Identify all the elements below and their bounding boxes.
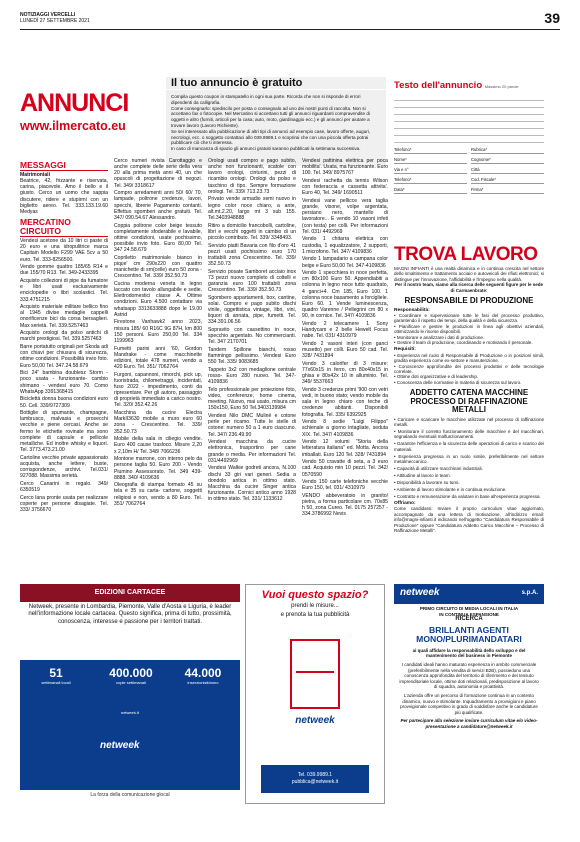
column-4 [302,158,388,578]
stat-copie: 400.000 copie settimanali [109,666,153,685]
netweek-big: BRILLANTI AGENTI MONO/PLURIMANDATARI [416,624,522,645]
list-item: • Garantire l'efficienza e la sicurezza delle operazioni di carico e scarico dei materiali. [394,441,544,452]
spazio-ad[interactable] [245,584,385,804]
gratuito-box [166,90,386,166]
spazio-sub1: prendi le misure... [291,603,339,609]
list-item: Vendesi acetone da 10 litri ci paste di 20 euro e una idropulitrice marca Capitain Modello F299 VAE 5cv a 50 euro. Tel. 333-8256500. [20,238,108,263]
subsection-matrimoniali: Matrimoniali [20,172,51,178]
netweek-cta: Per partecipare alla selezione inviare curriculum vitae e/o video-presentazione a candidature@netweek.it [400,718,538,729]
job2-list [394,417,544,499]
annunci-site-link[interactable]: www.ilmercato.eu [20,119,126,133]
list-item: Acquisto materiale militare bellico fino al 1945 divise medaglie cappelli onorificenze bici da corsa bersaglieri. Max serietà. Tel. 339.5257463 [20,304,108,329]
netweek-ricerca: RICERCA [455,616,483,623]
list-item: • Capacità di utilizzare macchinari industriali. [394,465,483,471]
list-item: • Conoscenza delle normative in materia di sicurezza sul lavoro. [394,379,522,385]
list-item: • Esperienza nel ruolo di Responsabile di Produzione o in posizioni simili, gradita esperienza come ex-settore e manutenzione. [394,352,544,364]
list-item: Vendo 1 specchiera in noce perfetta, cm 80x100 Euro 50. Appendiabiti a colonna in legno noce tutto quadrato, 4 ganci+4. Cm 185, Euro 100. 1 colonna noce basamento a forcigliele. Euro 60. 1 Vende luminescenza, quadro Varenne / Pellegrini cm 80 x 90, in cornice. Tel. 347/ 4109836 [302,270,388,320]
gratuito-p2: Come consegnarlo: spediscilo per posta o consegnalo ad uno dei nostri punti di raccolta. Non si accettano fax o fotocopie. Nel Mercatino si accettano tutti gli annunci riguardanti compravendite di oggetti e altro (furniti, articoli per la casa; auto, moto, giardinaggio ecc.) e gli annunci per aiutare a trovare lavoro (Lavoro Richieste). [171,105,370,128]
gratuito-title: Il tuo annuncio è gratuito [166,77,386,89]
gratuito-p4: In caso di mancanza di spazio gli annunci gratuiti saranno pubblicati la settimana successiva. [171,146,361,152]
job1-head-resp: Responsabilità: [394,307,430,313]
column-1 [20,158,108,578]
list-item: Vendo 50 cravatte di seta, a 3 euro cad. Acquisto min 10 pezzi. Tel. 342/ 0570590 [302,459,388,478]
list-item: • Attitudine al lavoro in team. [394,472,451,478]
list-item: VENDO abbeveratoio in granito/ pietra, a forma particolare cm. 70x85 h 50, zona Cureo. Tel. 0175 257257 - 334.3786992 Nevis [302,492,388,518]
list-item: Vendo 8 sedie "Luigi Filippo" schienale a giorno intagliate, seduta XIX. Tel. 347/ 4109836 [302,419,388,438]
list-item: Servizio piatti Bavaria con filo d'oro 41 pezzi usati pochissimo euro 170 trattabili zona Crescentino. Tel. 339/ 352.50.73 [208,242,296,267]
netweek-line2: IN CONTINUA ESPANSIONE [439,611,499,617]
spazio-sub2: e prenota la tua pubblicità [280,612,350,618]
list-item: • Disponibilità a lavorare su turni. [394,479,460,485]
stat-inserzionisti: 44.000 inserzionisti/anno [184,666,222,685]
list-item: Ritiro a domicilio francobolli, cartoline, libri e vecchi oggetti in cambio di un piccolo contributo. Tel. 339/ 3348493. [208,222,296,241]
gratuito-p1: Compila questo coupon in stampatello in ogni sua parte. Ricorda che non si risponde di errori dipendenti da calligrafia. [171,94,361,105]
field-telefono[interactable]: Telefono* [394,147,467,154]
list-item: Vendesi Walkie godreti ancora, N.100 dischi 33 giri vari generi. Sedia a dondolo antica in ottimo stato. Macchina da cucire Singer antica funzionante. Cornici antico anno 1928 in ottimo stato. Tel. 331/ 1133612 [208,465,296,503]
annunci-title: ANNUNCI [20,89,129,117]
list-item: Vendesi vane pellicce vera taglia grande, visone, volpe argentata, persiano nero, mantello di lavoratore... E vendo 10 vasoni infeti (con testa) per colli. Per informazioni Tel. 031/ 4492969 [302,197,388,235]
list-item: Servizio posate Samboret acciaio inox 73 pezzi nuovo completo di coltelli e garanzia euro 100 trattabili zona Crescentino. Tel. 339/ 352.50.73 [208,268,296,294]
list-item: Vendo 3 credenze primi '900 con vetri vedi, in buono stato; vendo mobile da sala in legno chiaro con teche di credenze abitanti. Disponibili fotografia. Tel. 335/ 6392925 [302,386,388,418]
section-mercatino: MERCATINO CIRCUITO [20,218,108,237]
coupon-form [394,80,544,192]
column-2 [114,158,202,578]
spazio-tel: Tel. 039.9989.1 [297,772,333,778]
column-3 [208,158,296,578]
list-item: Furgoni, capannoni, rimorchi, pick up, fuoristrada, chilometraggi, incidentati, fuso 2022 - impedimento, conti da ripresentare. Per gli autoro, passaggio di proprietà immediato a carico nostro. Tel. 320/ 352.42.26 [114,371,202,409]
job1-head-offer: Offriamo: [394,501,416,506]
list-item: Vendo 2 telecamere 1 Sony Handycam e 2 belle Hewelt Focus nabe. Tel. 031/ 4310979 [302,320,388,340]
list-item: • Pianificare e gestire le produzioni in linea agli obiettivi aziendali, ottimizzando le risorse disponibili. [394,323,544,335]
stat-settimanali: 51 settimanali locali [41,666,71,685]
list-item: Telo professionale per proiezione foto, video, conferenze, home cinema, meeting. Nuovo, mai usato, misura cm 150x150, Euro 50 Tel.3403139984 [208,386,296,412]
list-item: • Ambiente di lavoro stimolante e in continua evoluzione. [394,486,507,492]
page-header [20,8,560,30]
job1-title: RESPONSABILE DI PRODUZIONE [404,296,534,306]
list-item: Vendo 3 calorifer di 3 misure: 77x60x15 in ferro, cm 80x40x15 in ghisa e 80x42x 10 in alluminio. Tel. 349/ 5537663 [302,360,388,386]
list-item: Tappeto 3x2 con medaglione centrale rosso- Euro 280 nuovo. Tel. 347- 4109836 [208,367,296,386]
list-item: Sgombero appartamenti, box, cantine, solai. Compro e pago subito dischi vinile, oggettistica vintage, libri, vini, liquori di annata, pipe, fumetti. Tel. 334.391.06.56 [208,294,296,326]
list-item: Firestone Vanhawk2 anno 2023, misura 185/ 60 R16C 9G 87H, km 800 150 personi. Euro 250,00 Tel. 334 1199963 [114,319,202,344]
netweek-job-ad [394,584,544,804]
list-item: Cerco Canarini in regalo. 349/ 6350519 [20,480,108,494]
gratuito-p3: Se sei interessato alla pubblicazione di altri tipi di annunci ad esempio case, lavoro offerte, auguri, necrologi, ecc. o soggetto contattaci allo 039.9989.1 e scoprirai che con una piccola offerta potrai pubblicare ciò che ti interessa. [171,128,371,146]
edizioni-stats-panel [20,660,240,790]
list-item: Vendesi Nilo DMC Muliné e cotone perle per ricamo. Tutte le stelle di cotone: numero 50 a 1 euro ciascuno. Tel. 347/ 236.49.90 [208,413,296,438]
field-nome[interactable]: Nome* [394,157,467,164]
edizioni-text: Netweek, presente in Lombardia, Piemonte, Valle d'Aosta e Liguria, è leader nell'informazione locale cartacea. Questo significa, prima di tutto, prossimità, conoscenza, interesse e passione per i territori trattati. [28,604,232,625]
list-item: • Monitorare il corretto funzionamento delle macchine e del macchinari, segnalando eventuali malfunzionamenti. [394,429,544,440]
list-item: Orologi usati compro e pago subito, anche non funzionanti, scatole con lavoro orologi, cinturini, pezzi di ricambio orologi. Orologi da polso e taschino di tipo. Sempre formazione orologi. Tel. 339/ 713.23.73 [208,158,296,195]
netweek-spa: s.p.A. [521,590,538,596]
job1-head-req: Requisiti: [394,347,416,353]
list-item: • Conoscenze approfondite dei processi produttivi e delle tecnologie correlate. [394,363,544,374]
netweek-banner [394,584,544,604]
netweek-logo: netweek [100,740,140,751]
spazio-email[interactable]: pubblica@netweek.it [291,779,339,785]
job2-title: ADDETTO CATENA MACCHINE PROCESSO DI RAFFINAZIONE METALLI [409,388,529,415]
list-item: Vendo 1 lampadario a campana color beige e Euro 50,00 Tel. 347-4109836 [302,256,388,269]
list-item: Vendo 12 volumi "Storia della letteratura italiana" ed. Motta. Ancora imballati. Euro 120 Tel. 328/ 7431894 [302,439,388,458]
list-item: • Esperienza pregressa in un ruolo simile, preferibilmente nel settore metalmeccanico. [394,453,544,465]
list-item: • Contratto e remunerazione da valutare in base all'esperienza progressa. [394,493,541,499]
spazio-question: Vuoi questo spazio? [261,589,369,601]
job1-list-b [394,353,544,385]
list-item: Macchina da cucire Electra MarkII3630 mobile a muro euro 60 zona - Crescentino. Tel. 339/ 352.50.73 [114,410,202,435]
list-item: Cerco numeri rivista Carottaggio e anche complete delle serie della vera 20 alla prima metà anni 40, un che opuscoli di progettazione di negozi. Tel. 349/ 3318617 [114,158,202,189]
field-telefono2[interactable]: Telefono* [394,177,467,184]
netweek-sub: ai quali affidare la responsabilità dello sviluppo e del mantenimento del business in Piemonte [412,647,526,659]
ruler-icon [290,639,340,709]
job-intro2: Per il nostro team, siamo alla ricerca delle seguenti figure per le sede di Carmaenbrate: [394,282,544,293]
field-citta[interactable]: Città [471,167,544,174]
list-item: Vendo gomme quattro 185/65 R14 e due 155/70 R13. Tel. 349-2433395 [20,264,108,277]
coupon-text-lines[interactable] [394,94,544,144]
list-item: • Ottime doti organizzative e di leadership. [394,374,479,380]
list-item: • Gestire il team di produzione, coordinando e motivando il personale. [394,339,533,345]
list-item: Acquisto orologi da polso antichi di marchi prestigiosi. Tel. 339.5257463 [20,330,108,343]
netweek-body2: L'azienda offre un percorso di formazione continua in un contesto dinamico, nuovo e stimolante. Inquadramento a provvigioni e piano provvigionale competitivo in grado di soddisfare anche le candidature più qualificate. [400,692,538,715]
edizioni-footer: La forza della comunicazione glocal [90,792,170,798]
spazio-contact [261,765,369,793]
list-item: Beatrice, 42, frizzante e riservata, carina, piacevole. Amo il bello e il giusto. Cerco un uomo che sappia discutere, ridere e stupirmi con un biglietto aereo. Tel. 333.133.19.60 Medyas [20,178,108,215]
list-item: Mobile della sala in ciliegio vendite. Euro 400 cause trasloco. Misure 2,20 x 2,10m H/ Tel. 348/ 7066236 [114,436,202,455]
trova-lavoro-title: TROVA LAVORO [394,244,538,265]
job-ad [394,266,544,578]
list-item: Vendesi macchina da cucire elettronica, trasportino per cane grande o media. Per informazioni Tel. 031/4492969 [208,439,296,464]
list-item: Copriletto matrimoniale bianco in pique' cm 290x220 con quattro manichette di sm(celle) euro 50 zona - Crescentino. Tel. 339/ 352.50.73 [114,254,202,280]
field-rubrica[interactable]: Rubrica* [471,147,544,154]
mercatino-list [20,238,108,513]
publication-name: NOTIZIAGGI VERCELLI [20,12,76,18]
list-item: Bottiglie di spumante, champagne, lambrusco, malvasia e prosecchi vecchie e piene cercasi. Anche se fermo le etichette rovinate ma sono complete di capsule e pellicole metalliche. Ed inoltre whisky e liquori. Tel. 3773.473.21.00 [20,410,108,454]
list-item: Tandem Spillone bianchi, rosso fiammingo pellissimo. Vendesi Euro 550 Tel. 335/ 9083685 [208,347,296,366]
job-outro: Come candidarsi: Inviare il proprio curriculum vitae aggiornato, accompagnato da una lettera di motivazione, all'indirizzo email: info@magni-infianti.it indicando nell'oggetto "Candidatura Responsabile di Produzione" oppure "Candidatura Addetto Carico Macchine – Processo di Raffinazione Metalli". [394,506,544,534]
list-item: Bici 24" bambina doublesz Storm - poco usata - funzionante- cambio shimano - vendesi euro 70. Como WhatsApp 3391368415 [20,370,108,395]
list-item: • Monitorare e analizzare i dati di produzione. [394,334,485,340]
field-cognome[interactable]: Cognome* [471,157,544,164]
section-messaggi: MESSAGGI [20,161,108,171]
edizioni-title: EDIZIONI CARTACEE [20,584,240,602]
coupon-title: Testo dell'annuncio Massimo 20 parole [394,80,519,91]
netweek-logo: netweek [295,715,335,726]
list-item: Fumetti parini anni '60, Gordon Mandrake - come macchinette edizioni, totale 478 numeri, vendo a 420 Euro. Tel. 351/ 7062764 [114,345,202,370]
list-item: • Coordinare e supervisionare tutte le fasi del processo produttivo, garantendo il rispetto dei tempi, della qualità e della sicurezza. [394,312,544,324]
list-item: Vendo 2 vasoni interi (con ganci musetto) per colli. Euro 50 cad. Tel. 328/ 7431894 [302,340,388,360]
list-item: Vendo 1 chitarra elettrica con custodia, 1 equalizzatore, 2 supporti, 1 microfono. Tel. 347/ 4109836 [302,236,388,255]
netweek-logo: netweek [400,587,440,598]
netweek-line1: PRIMO CIRCUITO DI MEDIA LOCALI IN ITALIA [419,606,519,611]
field-firma[interactable]: Firma* [471,187,544,194]
list-item: Cartoline vecchie private appassionato acquista, anche lettere, buste, corrispondenze, archivi. Tel.031/ 927088. Massima serietà. [20,454,108,480]
list-item: Vendesi rachetta da tennis Wilson con federaccia e cassetta attivita'. Euro 40, Tel. 349/ 1690511 [302,177,388,197]
issue-date: LUNEDÌ 27 SETTEMBRE 2021 [20,18,90,24]
job-intro: MAGNI INFIANTI è una realtà dinamica e in continua crescita nel settore dello smaltimento e trattamento acciaio e autoveicoli dei rifiuti elettronici; si distingue per l'innovazione, l'affidabilità e l'impegno nella qualità. [394,266,544,282]
field-via[interactable]: Via e n° [394,167,467,174]
field-cf[interactable]: Cod. Fiscale* [471,177,544,184]
list-item: Acquisto collezioni di pipe da fumatore e libri usati esclusivamente enciclopedie o libri scolastici. Tel. 333.4751215 [20,278,108,303]
list-item: Coppia poltrone color beige tessuto completamente sfoderabile e lavabile, ottime condizioni, usate pochissimo, possibile invio foto. Euro 80,00 Tel. 347 24.58.679 [114,222,202,254]
page-number: 39 [544,10,560,26]
list-item: Oleografia di stampa formato 45 su tela e 35 su carta- cartone, soggetti religiosi e non, vendo a 80 Euro. Tel. 351/ 7062764 [114,482,202,507]
list-item: Biciclettà donna buona condizioni euro 50. Cell. 339/9727309 [20,396,108,409]
list-item: Sopravito con cassettino in noce, specchio argentato. No commercianti. Tel. 347 2170701 [208,327,296,346]
list-item: • Caricare e scaricare le macchine utilizzate nel processo di raffinazione metalli. [394,416,544,428]
edizioni-site[interactable]: netweek.it [120,710,139,715]
list-item: Vendo 150 carte telefoniche vecchie Euro 150, tel. 031/ 4310979 [302,479,388,492]
list-item: Barre portatutto originali per Skoda adi con chiavi per chiusura di sicurezza, ottime condizioni. Possibilità invio foto. Euro 50,00 Tel. 347.24.58.679 [20,344,108,369]
list-item: Cucina moderna veneta in legno laccato con tavolo allungabile e sedie. Elettrodomestici classe A. Ottime condizioni. Euro 4.500 contattare via whatsapp 3313633888 dopo le 19.00 Astrid [114,280,202,318]
list-item: Compro arredamenti anni 50/ 60/ 70, lampade, poltrone credenze, lavori, specchi, librerie Pagamento contanti. Effettuo sgomberi anche gratuiti. Tel. 347/ 090.54.67 Alessandro. [114,190,202,221]
list-item: Privato vende armadio semi nuovo in legno color noce chiaro, a ante, alt.mt.2.20, largo mt 3 sub 155. Tel.3403948888 [208,196,296,221]
list-item: Cerco lana pronte usata per realizzare coperte per persone disagiate. Tel. 333/ 3756670 [20,494,108,513]
list-item: Montone marrone, con interno pelo da persone taglia 50. Euro 200 - Vendo Piumino Assessorato. Tel. 349 439-8888. 340/ 4109636 [114,456,202,481]
field-data[interactable]: Data* [394,187,467,194]
job1-list-a [394,313,544,345]
list-item: Vendesi pattinina elettrica per poca mobilita'. Usata, ma funzionante. Euro 100. Tel. 349/ 8975767 [302,158,388,177]
netweek-body: I candidati ideali hanno maturato esperienza in ambito commerciale (preferibilmente nella vendita di servizi B2B), possiedono una conoscenza approfondita del territorio di riferimento e dei tessuto imprenditoriale locale, ottime doti relazionali, predisposizione al lavoro di squadra, autonomia e proattività. [399,661,539,690]
